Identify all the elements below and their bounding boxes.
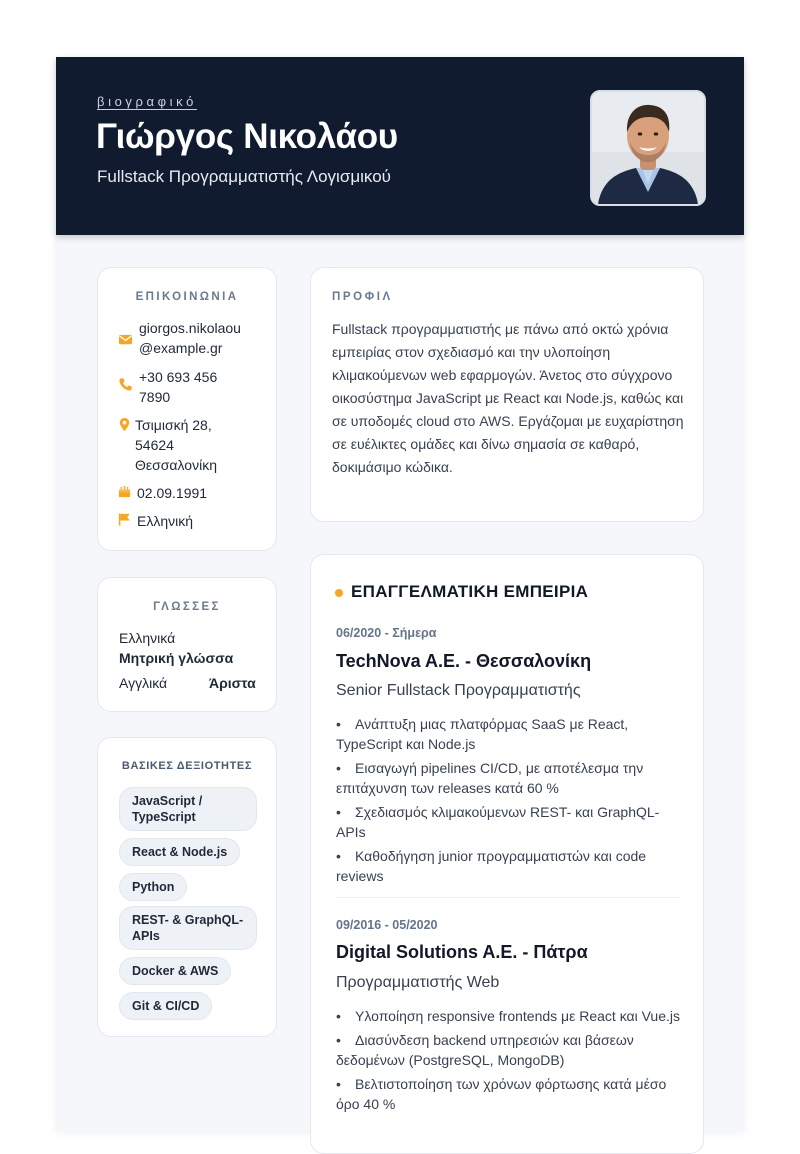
job-divider (336, 897, 681, 898)
skill-chip: Docker & AWS (119, 957, 231, 985)
languages-heading: ΓΛΩΣΣΕΣ (153, 601, 221, 613)
language-item (119, 628, 233, 668)
profile-photo (590, 90, 706, 206)
experience-heading (337, 582, 588, 602)
email-line-1: giorgos.nikolaou (139, 320, 241, 336)
birthday-cake-icon (117, 484, 132, 499)
skills-card (97, 737, 277, 1037)
job-bullet: • Ανάπτυξη μιας πλατφόρμας SaaS με React, TypeScript και Node.js (336, 716, 629, 752)
person-job-title: Fullstack Προγραμματιστής Λογισμικού (97, 167, 391, 186)
email-line-2: @example.gr (139, 340, 223, 356)
header-kicker: βιογραφικό (97, 94, 197, 109)
flag-icon (117, 512, 132, 527)
cv-header (56, 57, 744, 235)
address-line-3: Θεσσαλονίκη (135, 457, 217, 473)
job-company: TechNova A.E. - Θεσσαλονίκη (336, 651, 592, 671)
experience-heading-text: ΕΠΑΓΓΕΛΜΑΤΙΚΗ ΕΜΠΕΙΡΙΑ (351, 582, 589, 601)
cv-page (56, 57, 744, 1131)
contact-heading: ΕΠΙΚΟΙΝΩΝΙΑ (135, 291, 239, 303)
bullet-dot-icon (335, 589, 343, 597)
language-name: Ελληνικά (119, 630, 176, 646)
location-pin-icon (117, 417, 132, 432)
contact-address (118, 415, 268, 475)
nationality-text: Ελληνική (137, 513, 194, 529)
profile-summary: Fullstack προγραμματιστής με πάνω από οκτώ χρόνια εμπειρίας στον σχεδιασμό και την υλοποίηση κλιμακούμενων web εφαρμογών. Άνετος στο σύγχρονο οικοσύστημα JavaScript με React και Node.js, καθώς και σε υποδομές cloud στο AWS. Εργάζομαι με ευχαρίστηση σε ευέλικτες ομάδες και δίνω σημασία σε καθαρό, δοκιμάσιμο κώδικα. (332, 321, 684, 475)
address-line-2: 54624 (135, 437, 174, 453)
skills-heading: ΒΑΣΙΚΕΣ ΔΕΞΙΟΤΗΤΕΣ (121, 760, 253, 772)
experience-card (310, 554, 704, 1154)
contact-birthdate (118, 483, 268, 503)
skill-chip: REST- & GraphQL-APIs (119, 906, 257, 950)
language-level: Άριστα (209, 675, 256, 691)
person-name: Γιώργος Νικολάου (96, 117, 398, 156)
address-line-1: Τσιμισκή 28, (135, 417, 212, 433)
phone-line-2: 7890 (139, 389, 171, 405)
phone-icon (118, 377, 133, 392)
job-company: Digital Solutions A.E. - Πάτρα (336, 942, 588, 962)
language-level: Μητρική γλώσσα (119, 650, 234, 666)
skill-chip: Git & CI/CD (119, 992, 212, 1020)
skill-chip: React & Node.js (119, 838, 240, 866)
birthdate-text: 02.09.1991 (137, 485, 208, 501)
job-bullet: • Εισαγωγή pipelines CI/CD, με αποτέλεσμα την επιτάχυνση των releases κατά 60 % (336, 760, 644, 796)
profile-card (310, 267, 704, 522)
language-item (119, 673, 259, 693)
languages-card (97, 577, 277, 712)
phone-line-1: +30 693 456 (139, 369, 218, 385)
skill-chip: JavaScript / TypeScript (119, 787, 257, 831)
job-bullet: • Βελτιστοποίηση των χρόνων φόρτωσης κατά μέσο όρο 40 % (336, 1076, 667, 1112)
job-bullet: • Υλοποίηση responsive frontends με React και Vue.js (336, 1008, 681, 1024)
language-name: Αγγλικά (119, 675, 168, 691)
contact-phone[interactable] (118, 367, 268, 407)
contact-card (97, 267, 277, 551)
job-bullets (336, 1006, 681, 1118)
portrait-illustration (592, 92, 704, 204)
job-date: 06/2020 - Σήμερα (336, 626, 437, 640)
profile-heading: ΠΡΟΦΙΛ (332, 291, 393, 303)
job-role: Senior Fullstack Προγραμματιστής (336, 682, 581, 699)
job-bullet: • Διασύνδεση backend υπηρεσιών και βάσεων δεδομένων (PostgreSQL, MongoDB) (336, 1032, 634, 1068)
contact-email[interactable] (118, 318, 268, 358)
skill-chip: Python (119, 873, 187, 901)
job-bullets (336, 714, 681, 890)
job-bullet: • Σχεδιασμός κλιμακούμενων REST- και GraphQL-APIs (336, 804, 660, 840)
contact-nationality (118, 511, 268, 531)
job-date: 09/2016 - 05/2020 (336, 918, 438, 932)
job-bullet: • Καθοδήγηση junior προγραμματιστών και code reviews (336, 848, 647, 884)
envelope-icon (118, 332, 133, 347)
job-role: Προγραμματιστής Web (336, 974, 500, 991)
